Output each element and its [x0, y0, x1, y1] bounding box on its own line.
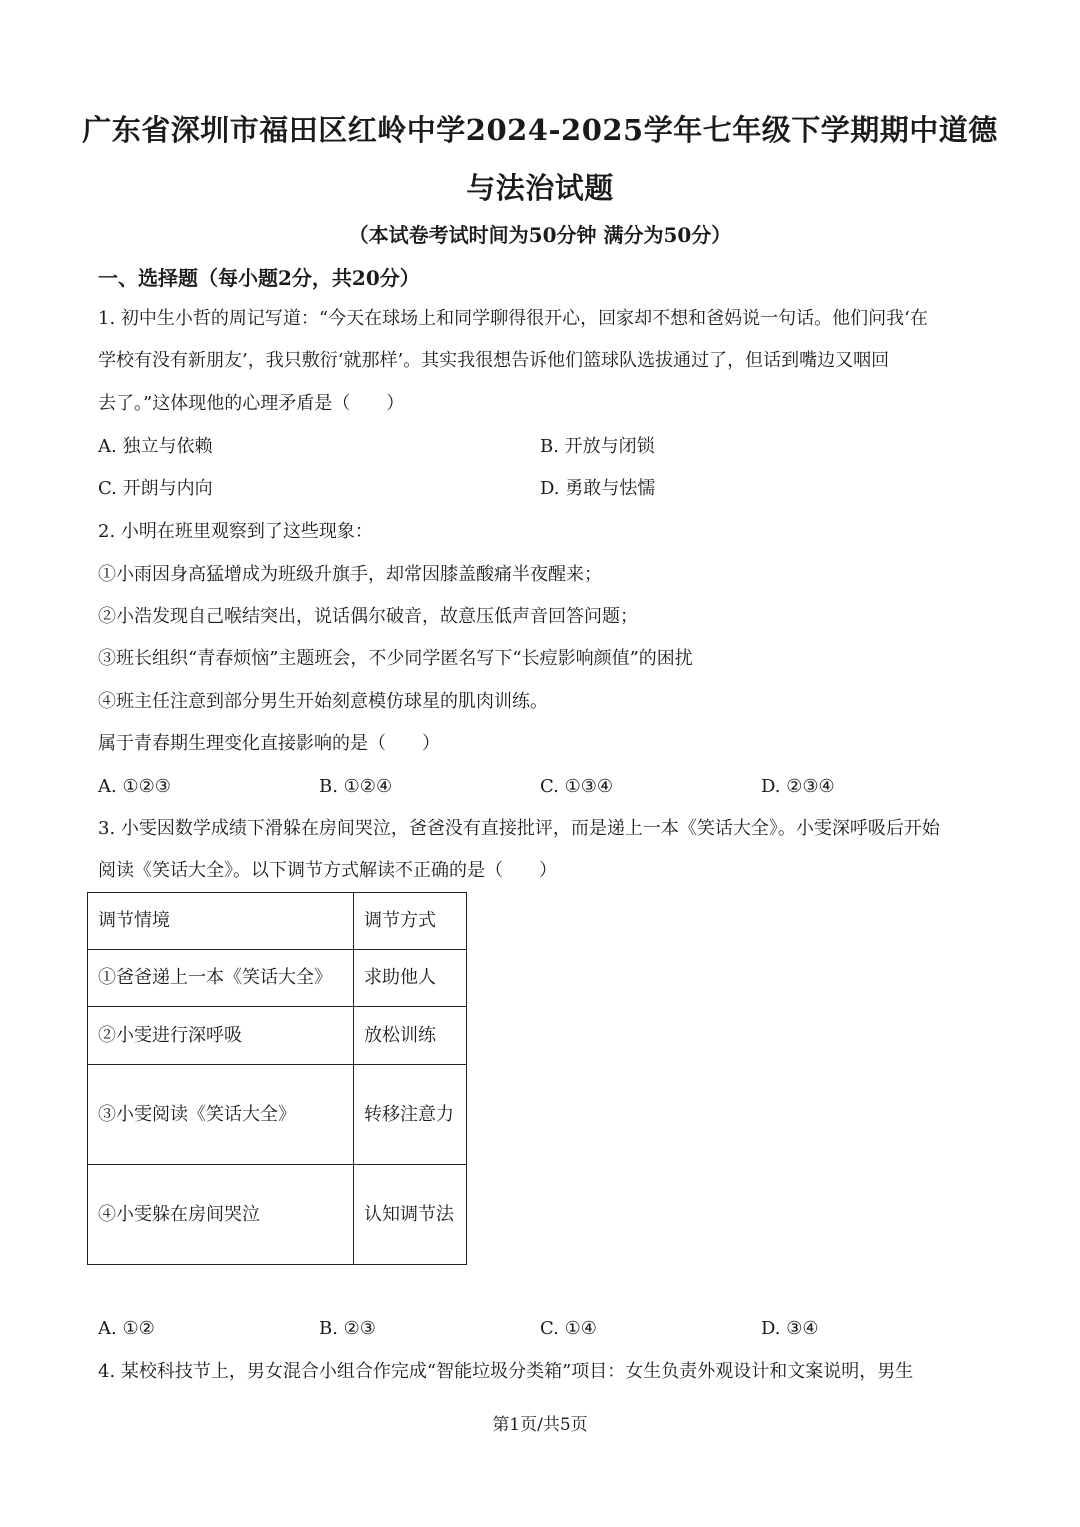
table-cell: ②小雯进行深呼吸 [88, 1007, 354, 1065]
q3-option-a: A. ①② [98, 1318, 155, 1339]
table-row [88, 1165, 467, 1265]
exam-title-line1: 广东省深圳市福田区红岭中学2024-2025学年七年级下学期期中道德 [82, 113, 998, 147]
section-heading: 一、选择题（每小题2分，共20分） [98, 266, 420, 290]
q2-item: ①小雨因身高猛增成为班级升旗手，却常因膝盖酸痛半夜醒来； [98, 564, 602, 585]
table-cell: 认知调节法 [354, 1165, 467, 1265]
exam-title-line2: 与法治试题 [466, 171, 614, 205]
q1-option-c: C. 开朗与内向 [98, 478, 213, 499]
q1-option-d: D. 勇敢与怯懦 [540, 478, 656, 499]
q3-text-line1: 3. 小雯因数学成绩下滑躲在房间哭泣，爸爸没有直接批评，而是递上一本《笑话大全》。小雯深呼吸后开始 [98, 818, 940, 839]
q2-option-a: A. ①②③ [98, 776, 171, 797]
q3-table [87, 892, 467, 1265]
q2-option-b: B. ①②④ [319, 776, 393, 797]
q3-option-c: C. ①④ [540, 1318, 597, 1339]
table-cell: 转移注意力 [354, 1065, 467, 1165]
table-header-cell: 调节情境 [88, 893, 354, 950]
q2-item: ③班长组织“青春烦恼”主题班会，不少同学匿名写下“长痘影响颜值”的困扰 [98, 648, 693, 669]
q3-option-d: D. ③④ [761, 1318, 819, 1339]
page-number: 第1页/共5页 [492, 1415, 588, 1435]
q1-text-line3: 去了。”这体现他的心理矛盾是（ ） [98, 393, 405, 414]
q2-question: 属于青春期生理变化直接影响的是（ ） [98, 733, 440, 754]
q2-item: ②小浩发现自己喉结突出，说话偶尔破音，故意压低声音回答问题； [98, 606, 638, 627]
table-row [88, 893, 467, 950]
table-row [88, 1007, 467, 1065]
q2-intro: 2. 小明在班里观察到了这些现象： [98, 521, 373, 542]
table-cell: ①爸爸递上一本《笑话大全》 [88, 950, 354, 1007]
q3-text-line2: 阅读《笑话大全》。以下调节方式解读不正确的是（ ） [98, 860, 557, 881]
q2-item: ④班主任注意到部分男生开始刻意模仿球星的肌肉训练。 [98, 691, 548, 712]
q1-option-a: A. 独立与依赖 [98, 436, 213, 457]
q1-text-line2: 学校有没有新朋友’，我只敷衍‘就那样’。其实我很想告诉他们篮球队选拔通过了，但话到嘴边又咽回 [98, 350, 890, 371]
q4-text-line1: 4. 某校科技节上，男女混合小组合作完成“智能垃圾分类箱”项目：女生负责外观设计和文案说明，男生 [98, 1361, 914, 1382]
table-cell: 放松训练 [354, 1007, 467, 1065]
table-cell: 求助他人 [354, 950, 467, 1007]
table-header-cell: 调节方式 [354, 893, 467, 950]
table-cell: ③小雯阅读《笑话大全》 [88, 1065, 354, 1165]
q2-option-c: C. ①③④ [540, 776, 613, 797]
q1-option-b: B. 开放与闭锁 [540, 436, 655, 457]
table-row [88, 950, 467, 1007]
q2-option-d: D. ②③④ [761, 776, 835, 797]
q1-text-line1: 1. 初中生小哲的周记写道：“今天在球场上和同学聊得很开心，回家却不想和爸妈说一句话。他们问我‘在 [98, 308, 928, 329]
table-cell: ④小雯躲在房间哭泣 [88, 1165, 354, 1265]
q3-option-b: B. ②③ [319, 1318, 376, 1339]
table-row [88, 1065, 467, 1165]
exam-subtitle: （本试卷考试时间为50分钟 满分为50分） [348, 223, 732, 247]
